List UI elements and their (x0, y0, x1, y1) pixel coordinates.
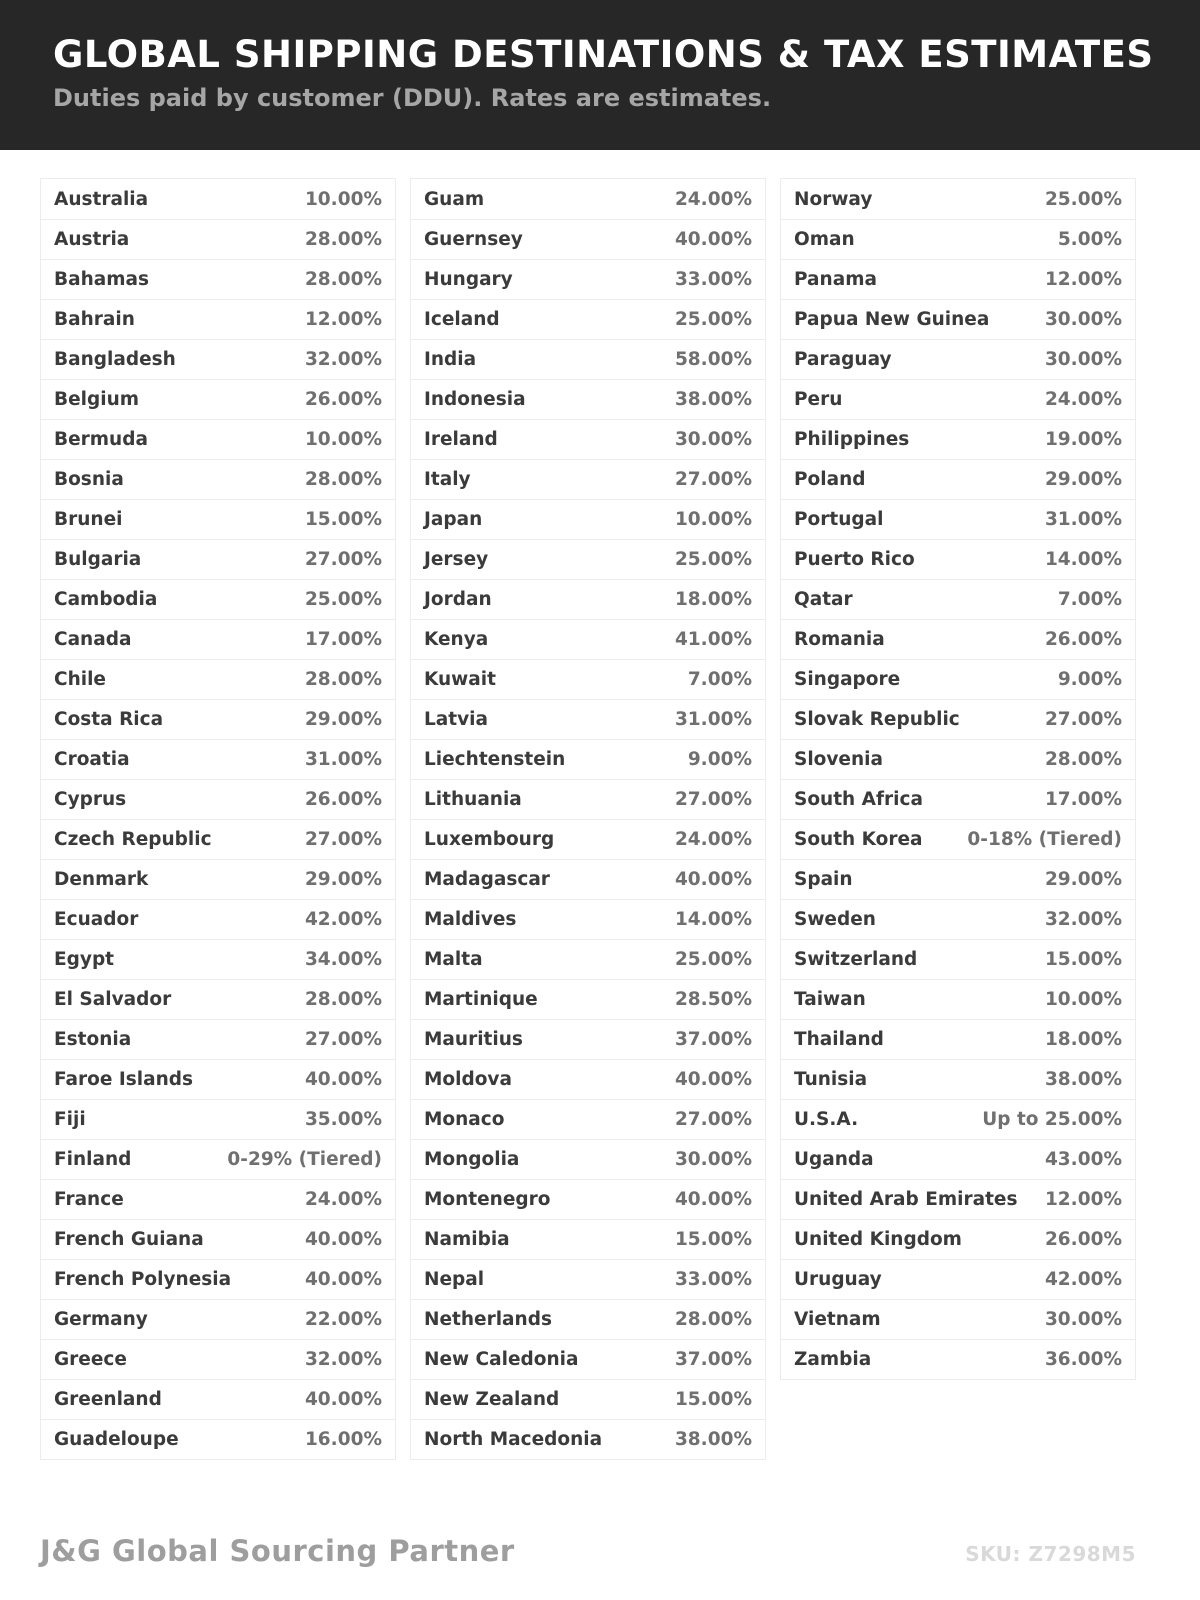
table-row (41, 1059, 395, 1099)
country-name: Egypt (54, 949, 115, 970)
country-name: Costa Rica (54, 709, 164, 730)
tax-rate: 25.00% (304, 589, 382, 610)
country-name: India (424, 349, 477, 370)
country-name: Singapore (794, 669, 901, 690)
table-row (781, 899, 1135, 939)
tax-rate: 28.00% (304, 269, 382, 290)
table-row (781, 259, 1135, 299)
table-row (781, 339, 1135, 379)
country-name: Zambia (794, 1349, 872, 1370)
rates-column-3 (780, 178, 1136, 1380)
table-row (411, 699, 765, 739)
table-row (41, 419, 395, 459)
tax-rate: 7.00% (687, 669, 752, 690)
tax-rate: 26.00% (1044, 629, 1122, 650)
country-name: Bermuda (54, 429, 148, 450)
country-name: Oman (794, 229, 855, 250)
table-row (411, 379, 765, 419)
country-name: Ecuador (54, 909, 139, 930)
tax-rate: 22.00% (304, 1309, 382, 1330)
tax-rate: 18.00% (674, 589, 752, 610)
table-row (41, 1299, 395, 1339)
tax-rate: 9.00% (1057, 669, 1122, 690)
table-row (411, 499, 765, 539)
country-name: Monaco (424, 1109, 505, 1130)
table-row (411, 1139, 765, 1179)
country-name: Greenland (54, 1389, 162, 1410)
tax-rate: 28.00% (304, 989, 382, 1010)
country-name: Tunisia (794, 1069, 868, 1090)
country-name: South Africa (794, 789, 923, 810)
tax-rate: 25.00% (674, 549, 752, 570)
country-name: Canada (54, 629, 132, 650)
country-name: Italy (424, 469, 471, 490)
country-name: Maldives (424, 909, 517, 930)
tax-rate: 31.00% (304, 749, 382, 770)
table-row (781, 619, 1135, 659)
tax-rate: 27.00% (674, 1109, 752, 1130)
table-row (781, 1139, 1135, 1179)
table-row (411, 1059, 765, 1099)
table-row (781, 1059, 1135, 1099)
tax-rate: 15.00% (304, 509, 382, 530)
country-name: Liechtenstein (424, 749, 566, 770)
tax-rate: 34.00% (304, 949, 382, 970)
country-name: Jordan (424, 589, 492, 610)
tax-rate: 12.00% (1044, 269, 1122, 290)
country-name: Faroe Islands (54, 1069, 194, 1090)
country-name: New Zealand (424, 1389, 560, 1410)
country-name: Poland (794, 469, 866, 490)
table-row (781, 659, 1135, 699)
tax-rate: 42.00% (304, 909, 382, 930)
table-row (781, 179, 1135, 219)
tax-rate: 58.00% (674, 349, 752, 370)
table-row (781, 1099, 1135, 1139)
table-row (41, 819, 395, 859)
table-row (41, 1259, 395, 1299)
table-row (41, 299, 395, 339)
table-row (411, 1339, 765, 1379)
country-name: North Macedonia (424, 1429, 603, 1450)
country-name: Czech Republic (54, 829, 212, 850)
country-name: United Kingdom (794, 1229, 962, 1250)
country-name: Puerto Rico (794, 549, 915, 570)
tax-rate: 10.00% (1044, 989, 1122, 1010)
country-name: Australia (54, 188, 149, 210)
table-row (781, 299, 1135, 339)
tax-rate: 33.00% (674, 269, 752, 290)
country-name: Belgium (54, 389, 140, 410)
tax-rate: 14.00% (674, 909, 752, 930)
table-row (781, 1339, 1135, 1379)
tax-rate: 28.00% (674, 1309, 752, 1330)
tax-rate: 31.00% (674, 709, 752, 730)
country-name: Panama (794, 269, 877, 290)
country-name: Luxembourg (424, 829, 555, 850)
tax-rate: 28.00% (304, 229, 382, 250)
country-name: Madagascar (424, 869, 550, 890)
table-row (411, 579, 765, 619)
header (0, 0, 1200, 150)
table-row (781, 819, 1135, 859)
brand-logo-text: J&G Global Sourcing Partner (40, 1534, 515, 1568)
country-name: Bahrain (54, 309, 135, 330)
table-row (781, 779, 1135, 819)
country-name: Philippines (794, 429, 910, 450)
tax-rate: 29.00% (1044, 469, 1122, 490)
table-row (41, 579, 395, 619)
country-name: Austria (54, 229, 130, 250)
table-row (411, 259, 765, 299)
tax-rate: 38.00% (674, 389, 752, 410)
country-name: Bulgaria (54, 549, 142, 570)
tax-rate: 27.00% (304, 549, 382, 570)
table-row (41, 899, 395, 939)
tax-rate: 18.00% (1044, 1029, 1122, 1050)
tax-rate: 24.00% (674, 188, 752, 210)
tax-rate: 10.00% (674, 509, 752, 530)
tax-rate: 27.00% (304, 1029, 382, 1050)
country-name: Chile (54, 669, 106, 690)
tax-rate: 15.00% (674, 1389, 752, 1410)
country-name: Sweden (794, 909, 876, 930)
tax-rate: 19.00% (1044, 429, 1122, 450)
country-name: Taiwan (794, 989, 866, 1010)
country-name: Guernsey (424, 229, 523, 250)
country-name: Bosnia (54, 469, 124, 490)
tax-rate: 0-18% (Tiered) (967, 829, 1122, 850)
tax-rate: Up to 25.00% (982, 1109, 1122, 1130)
table-row (411, 859, 765, 899)
table-row (411, 819, 765, 859)
tax-rate: 30.00% (1044, 309, 1122, 330)
table-row (411, 339, 765, 379)
country-name: Moldova (424, 1069, 512, 1090)
tax-rate: 28.50% (674, 989, 752, 1010)
country-name: Malta (424, 949, 483, 970)
rates-column-2 (410, 178, 766, 1460)
tax-rate: 43.00% (1044, 1149, 1122, 1170)
country-name: Mauritius (424, 1029, 523, 1050)
tax-rate: 24.00% (1044, 389, 1122, 410)
country-name: Ireland (424, 429, 498, 450)
page-title: GLOBAL SHIPPING DESTINATIONS & TAX ESTIMATES (53, 33, 1154, 76)
tax-rate: 14.00% (1044, 549, 1122, 570)
table-row (411, 899, 765, 939)
table-row (41, 179, 395, 219)
country-name: Guam (424, 188, 485, 210)
country-name: Papua New Guinea (794, 309, 990, 330)
country-name: Portugal (794, 509, 884, 530)
country-name: Slovenia (794, 749, 883, 770)
tax-rate: 0-29% (Tiered) (227, 1149, 382, 1170)
table-row (781, 1019, 1135, 1059)
tax-rate: 5.00% (1057, 229, 1122, 250)
tax-rate: 30.00% (1044, 349, 1122, 370)
tax-rate: 40.00% (304, 1069, 382, 1090)
tax-rate: 28.00% (304, 469, 382, 490)
table-row (41, 1339, 395, 1379)
table-row (41, 619, 395, 659)
table-row (41, 1019, 395, 1059)
table-row (41, 259, 395, 299)
table-row (781, 1219, 1135, 1259)
country-name: Switzerland (794, 949, 918, 970)
country-name: Netherlands (424, 1309, 552, 1330)
table-row (781, 419, 1135, 459)
tax-rate: 17.00% (304, 629, 382, 650)
table-row (781, 859, 1135, 899)
table-row (411, 1299, 765, 1339)
tax-rate: 27.00% (674, 469, 752, 490)
table-row (781, 579, 1135, 619)
country-name: Peru (794, 389, 843, 410)
country-name: Norway (794, 188, 873, 210)
tax-rate: 41.00% (674, 629, 752, 650)
tax-rate: 17.00% (1044, 789, 1122, 810)
table-row (411, 619, 765, 659)
tax-rate: 28.00% (304, 669, 382, 690)
table-row (41, 1379, 395, 1419)
table-row (781, 219, 1135, 259)
tax-rate: 40.00% (674, 229, 752, 250)
tax-rate: 30.00% (1044, 1309, 1122, 1330)
country-name: El Salvador (54, 989, 172, 1010)
country-name: Hungary (424, 269, 513, 290)
table-row (41, 659, 395, 699)
country-name: Greece (54, 1349, 127, 1370)
tax-rate: 33.00% (674, 1269, 752, 1290)
tax-rate: 42.00% (1044, 1269, 1122, 1290)
tax-rate: 37.00% (674, 1029, 752, 1050)
tax-rate: 27.00% (674, 789, 752, 810)
table-row (781, 1299, 1135, 1339)
country-name: Slovak Republic (794, 709, 960, 730)
table-row (41, 979, 395, 1019)
tax-rate: 38.00% (674, 1429, 752, 1450)
table-row (411, 1179, 765, 1219)
tax-rate: 30.00% (674, 429, 752, 450)
tax-rate: 26.00% (304, 389, 382, 410)
country-name: Martinique (424, 989, 538, 1010)
tax-rate: 27.00% (1044, 709, 1122, 730)
table-row (41, 1419, 395, 1459)
tax-rate: 40.00% (304, 1269, 382, 1290)
country-name: Mongolia (424, 1149, 520, 1170)
footer (40, 1534, 1136, 1568)
country-name: Kenya (424, 629, 489, 650)
tax-rate: 32.00% (304, 1349, 382, 1370)
country-name: South Korea (794, 829, 923, 850)
table-row (41, 1099, 395, 1139)
tax-rate: 36.00% (1044, 1349, 1122, 1370)
country-name: Nepal (424, 1269, 485, 1290)
tax-rate: 30.00% (674, 1149, 752, 1170)
table-row (41, 339, 395, 379)
table-row (781, 539, 1135, 579)
tax-rate: 29.00% (1044, 869, 1122, 890)
table-row (411, 419, 765, 459)
page-subtitle: Duties paid by customer (DDU). Rates are estimates. (53, 84, 772, 112)
tax-rate: 29.00% (304, 709, 382, 730)
table-row (41, 1219, 395, 1259)
country-name: Bahamas (54, 269, 150, 290)
tax-rate: 12.00% (304, 309, 382, 330)
tax-rate: 26.00% (304, 789, 382, 810)
country-name: Uruguay (794, 1269, 882, 1290)
tax-rate: 35.00% (304, 1109, 382, 1130)
country-name: Finland (54, 1149, 132, 1170)
table-row (411, 1259, 765, 1299)
country-name: Qatar (794, 589, 853, 610)
tax-rate: 26.00% (1044, 1229, 1122, 1250)
tax-rate: 24.00% (304, 1189, 382, 1210)
table-row (411, 299, 765, 339)
table-row (781, 939, 1135, 979)
tax-rate: 40.00% (674, 1069, 752, 1090)
tax-rate: 40.00% (674, 1189, 752, 1210)
table-row (411, 1099, 765, 1139)
country-name: Cyprus (54, 789, 127, 810)
tax-rate: 7.00% (1057, 589, 1122, 610)
country-name: Montenegro (424, 1189, 551, 1210)
country-name: U.S.A. (794, 1109, 859, 1130)
tax-rate: 38.00% (1044, 1069, 1122, 1090)
table-row (41, 699, 395, 739)
sku-label: SKU: Z7298M5 (965, 1542, 1136, 1566)
table-row (41, 379, 395, 419)
country-name: Estonia (54, 1029, 132, 1050)
tax-rate: 40.00% (304, 1389, 382, 1410)
country-name: Germany (54, 1309, 148, 1330)
table-row (41, 539, 395, 579)
table-row (781, 739, 1135, 779)
country-name: Spain (794, 869, 853, 890)
tax-rate: 12.00% (1044, 1189, 1122, 1210)
table-row (781, 699, 1135, 739)
country-name: French Guiana (54, 1229, 204, 1250)
country-name: Bangladesh (54, 349, 176, 370)
table-row (411, 659, 765, 699)
table-row (411, 1419, 765, 1459)
table-row (411, 1379, 765, 1419)
tax-rate: 15.00% (1044, 949, 1122, 970)
country-name: Guadeloupe (54, 1429, 179, 1450)
table-row (411, 219, 765, 259)
tax-rate: 10.00% (304, 429, 382, 450)
table-row (411, 1019, 765, 1059)
table-row (41, 1179, 395, 1219)
tax-rate: 10.00% (304, 188, 382, 210)
country-name: Jersey (424, 549, 489, 570)
table-row (41, 739, 395, 779)
table-row (411, 979, 765, 1019)
table-row (781, 1259, 1135, 1299)
tax-rate: 32.00% (1044, 909, 1122, 930)
table-row (411, 179, 765, 219)
tax-rate: 28.00% (1044, 749, 1122, 770)
country-name: Denmark (54, 869, 149, 890)
country-name: Latvia (424, 709, 489, 730)
tax-rate: 15.00% (674, 1229, 752, 1250)
table-row (41, 939, 395, 979)
table-row (781, 379, 1135, 419)
tax-rate: 25.00% (674, 949, 752, 970)
table-row (41, 859, 395, 899)
tax-rate: 24.00% (674, 829, 752, 850)
tax-rate: 27.00% (304, 829, 382, 850)
tax-rate: 9.00% (687, 749, 752, 770)
country-name: Cambodia (54, 589, 158, 610)
country-name: Japan (424, 509, 483, 530)
table-row (411, 539, 765, 579)
tax-rate: 29.00% (304, 869, 382, 890)
country-name: Uganda (794, 1149, 874, 1170)
rates-table (40, 178, 1160, 1460)
table-row (781, 1179, 1135, 1219)
tax-rate: 37.00% (674, 1349, 752, 1370)
country-name: Lithuania (424, 789, 522, 810)
table-row (411, 459, 765, 499)
table-row (41, 219, 395, 259)
country-name: Kuwait (424, 669, 496, 690)
country-name: New Caledonia (424, 1349, 579, 1370)
table-row (411, 779, 765, 819)
table-row (41, 459, 395, 499)
table-row (41, 779, 395, 819)
table-row (41, 1139, 395, 1179)
tax-rate: 40.00% (304, 1229, 382, 1250)
table-row (781, 979, 1135, 1019)
country-name: France (54, 1189, 124, 1210)
table-row (411, 939, 765, 979)
country-name: Fiji (54, 1109, 86, 1130)
tax-rate: 31.00% (1044, 509, 1122, 530)
country-name: United Arab Emirates (794, 1189, 1018, 1210)
tax-rate: 16.00% (304, 1429, 382, 1450)
tax-rate: 32.00% (304, 349, 382, 370)
table-row (781, 459, 1135, 499)
rates-column-1 (40, 178, 396, 1460)
country-name: Croatia (54, 749, 130, 770)
country-name: Iceland (424, 309, 500, 330)
country-name: Namibia (424, 1229, 510, 1250)
table-row (411, 1219, 765, 1259)
country-name: Indonesia (424, 389, 526, 410)
table-row (781, 499, 1135, 539)
country-name: Thailand (794, 1029, 884, 1050)
country-name: Romania (794, 629, 885, 650)
country-name: Brunei (54, 509, 123, 530)
tax-rate: 25.00% (1044, 188, 1122, 210)
table-row (411, 739, 765, 779)
country-name: French Polynesia (54, 1269, 232, 1290)
tax-rate: 25.00% (674, 309, 752, 330)
country-name: Paraguay (794, 349, 892, 370)
country-name: Vietnam (794, 1309, 881, 1330)
tax-rate: 40.00% (674, 869, 752, 890)
table-row (41, 499, 395, 539)
